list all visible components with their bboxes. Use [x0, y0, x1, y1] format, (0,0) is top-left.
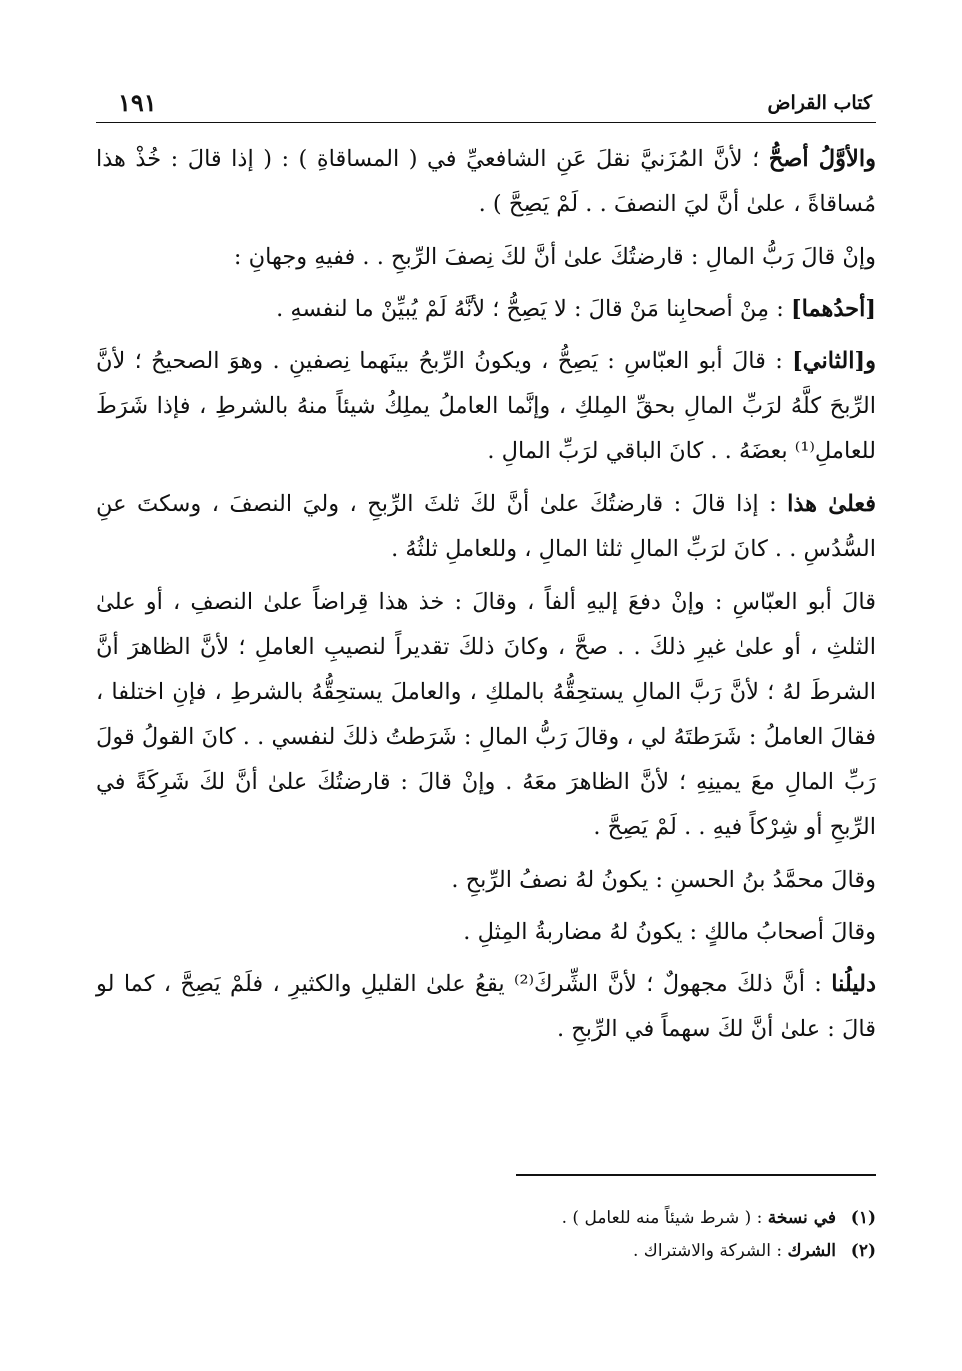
paragraph	[96, 339, 876, 474]
paragraph-lead: دليلُنا	[831, 971, 876, 997]
paragraph	[96, 858, 876, 903]
paragraph	[96, 137, 876, 227]
running-title: كتاب القراض	[767, 92, 872, 114]
paragraph-text: وقالَ محمَّدُ بنُ الحسنِ : يكونُ لهُ نصفُ الرِّبحِ .	[451, 867, 876, 893]
paragraph	[96, 482, 876, 572]
footnote-lead: الشرك	[787, 1241, 836, 1261]
paragraph	[96, 580, 876, 850]
paragraph-text: وإنْ قالَ رَبُّ المالِ : قارضتُكَ علىٰ أنَّ لكَ نِصفَ الرِّبحِ . . ففيهِ وجهانِ :	[233, 244, 876, 270]
paragraph	[96, 962, 876, 1052]
paragraph-lead: فعلىٰ هذا	[787, 491, 877, 517]
paragraph-lead: والأوَّلُ أصحُّ	[768, 146, 876, 172]
footnote-text: : ( شرط شيئاً منه للعامل ) .	[561, 1208, 768, 1228]
footnote	[96, 1202, 876, 1235]
paragraph	[96, 235, 876, 280]
paragraph-lead: و[الثاني]	[792, 348, 876, 374]
paragraph	[96, 910, 876, 955]
footnote-text: : الشركة والاشتراك .	[633, 1241, 788, 1261]
footnote	[96, 1235, 876, 1268]
paragraph-text: ؛ لأنَّ المُزَنيَّ نقلَ عَنِ الشافعيِّ في ( المساقاةِ ) : ( إذا قالَ : خُذْ هذا مُساقاةً ، علىٰ أنَّ ليَ النصفَ . . لَمْ يَصِحَّ ) .	[96, 146, 876, 217]
paragraph-text: : قالَ أبو العبّاسِ : يَصِحُّ ، ويكونُ الرِّبحُ بينَهما نِصفينِ . وهوَ الصحيحُ ؛ لأنَّ الرِّبحَ كلَّهُ لرَبِّ المالِ بحقِّ المِلكِ ، وإنَّما العاملُ يملِكُ شيئاً منهُ بالشرطِ ، فإذا شَرَطَ للعاملِ⁽¹⁾ بعضَهُ . . كانَ الباقي لرَبِّ المالِ .	[96, 348, 876, 464]
paragraph-text: : مِنْ أصحابِنا مَنْ قالَ : لا يَصِحُّ ؛ لأنَّهُ لَمْ يُبيِّنْ ما لنفسهِ .	[276, 296, 791, 322]
footnote-divider	[516, 1174, 876, 1176]
footnote-number: (١)	[850, 1208, 876, 1228]
main-text	[96, 137, 876, 1052]
paragraph-text: قالَ أبو العبّاسِ : وإنْ دفعَ إليهِ ألفاً ، وقالَ : خذ هذا قِراضاً علىٰ النصفِ ، أو علىٰ الثلثِ ، أو علىٰ غيرِ ذلكَ . . صحَّ ، وكانَ ذلكَ تقديراً لنصيبِ العاملِ ؛ لأنَّ الظاهرَ أنَّ الشرطَ لهُ ؛ لأنَّ رَبَّ المالِ يستحِقُّهُ بالملكِ ، والعاملَ يستحِقُّهُ بالشرطِ ، فإنِ اختلفا ، فقالَ العاملُ : شَرَطتَهُ لي ، وقالَ رَبُّ المالِ : شَرَطتُ ذلكَ لنفسي . . كانَ القولُ قولَ رَبِّ المالِ معَ يمينِهِ ؛ لأنَّ الظاهرَ معَهُ . وإنْ قالَ : قارضتُكَ علىٰ أنَّ لكَ شَرِكَةً في الرِّبحِ أو شِرْكاً فيهِ . . لَمْ يَصِحَّ .	[96, 589, 876, 840]
paragraph-text: : أنَّ ذلكَ مجهولٌ ؛ لأنَّ الشِّركَ⁽²⁾ يقعُ علىٰ القليلِ والكثيرِ ، فلَمْ يَصِحَّ ، كما لو قالَ : علىٰ أنَّ لكَ سهماً في الرِّبحِ .	[96, 971, 876, 1042]
book-page	[96, 86, 876, 1286]
page-number: ١٩١	[118, 88, 157, 117]
footnote-number: (٢)	[850, 1241, 876, 1261]
paragraph-text: وقالَ أصحابُ مالكٍ : يكونُ لهُ مضاربةُ المِثلِ .	[463, 919, 876, 945]
paragraph	[96, 287, 876, 332]
footnotes	[96, 1202, 876, 1268]
page-header	[96, 86, 876, 123]
paragraph-lead: [أحدُهما]	[791, 296, 876, 322]
footnote-lead: في نسخة	[767, 1208, 836, 1228]
paragraph-text: : إذا قالَ : قارضتُكَ علىٰ أنَّ لكَ ثلثَ الرِّبحِ ، وليَ النصفَ ، وسكتَ عنِ السُّدُسِ . . كانَ لرَبِّ المالِ ثلثا المالِ ، وللعاملِ ثلثُهُ .	[96, 491, 876, 562]
